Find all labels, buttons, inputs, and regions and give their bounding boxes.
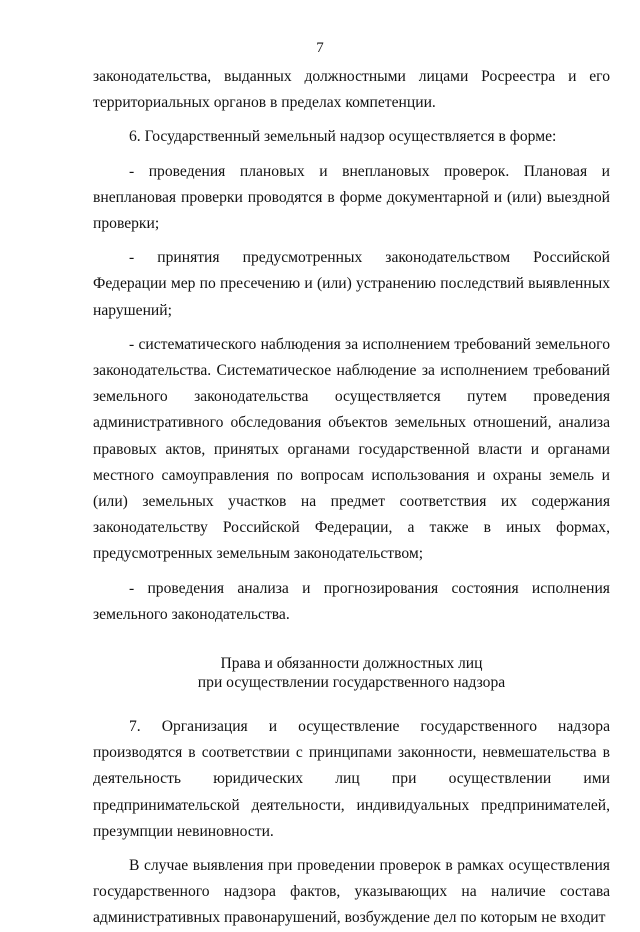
- section-heading: [93, 654, 610, 692]
- section-heading-line-2: при осуществлении государственного надзора: [197, 674, 506, 692]
- paragraph-continuation: законодательства, выданных должностными лицами Росреестра и его территориальных органов в пределах компетенции.: [93, 68, 610, 112]
- paragraph-violations: В случае выявления при проведении проверок в рамках осуществления государственного надзора фактов, указывающих на наличие состава административных правонарушений, возбуждение дел по которым не входит: [93, 857, 610, 927]
- section-heading-line-1: Права и обязанности должностных лиц: [220, 655, 483, 673]
- paragraph-observation: - систематического наблюдения за исполнением требований земельного законодательства. Систематическое наблюдение за исполнением требований земельного законодательства осуществляется путем проведения административного обследования объектов земельных отношений, анализа правовых актов, принятых органами государственной власти и органами местного самоуправления по вопросам использования и охраны земель и (или) земельных участков на предмет соответствия их содержания законодательству Российской Федерации, а также в иных формах, предусмотренных земельным законодательством;: [93, 335, 610, 563]
- document-body: [93, 64, 610, 932]
- paragraph-item-6: 6. Государственный земельный надзор осуществляется в форме:: [129, 128, 557, 146]
- page-number: 7: [316, 40, 324, 56]
- paragraph-inspections: - проведения плановых и внеплановых проверок. Плановая и внеплановая проверки проводятся в форме документарной и (или) выездной проверки;: [93, 162, 610, 233]
- paragraph-measures: - принятия предусмотренных законодательством Российской Федерации мер по пресечению и (или) устранению последствий выявленных нарушений;: [93, 249, 610, 319]
- paragraph-item-7: 7. Организация и осуществление государственного надзора производятся в соответствии с принципами законности, невмешательства в деятельность юридических лиц при осуществлении ими предпринимательской деятельности, индивидуальных предпринимателей, презумпции невиновности.: [93, 718, 610, 840]
- paragraph-analysis: - проведения анализа и прогнозирования состояния исполнения земельного законодательства.: [93, 579, 610, 623]
